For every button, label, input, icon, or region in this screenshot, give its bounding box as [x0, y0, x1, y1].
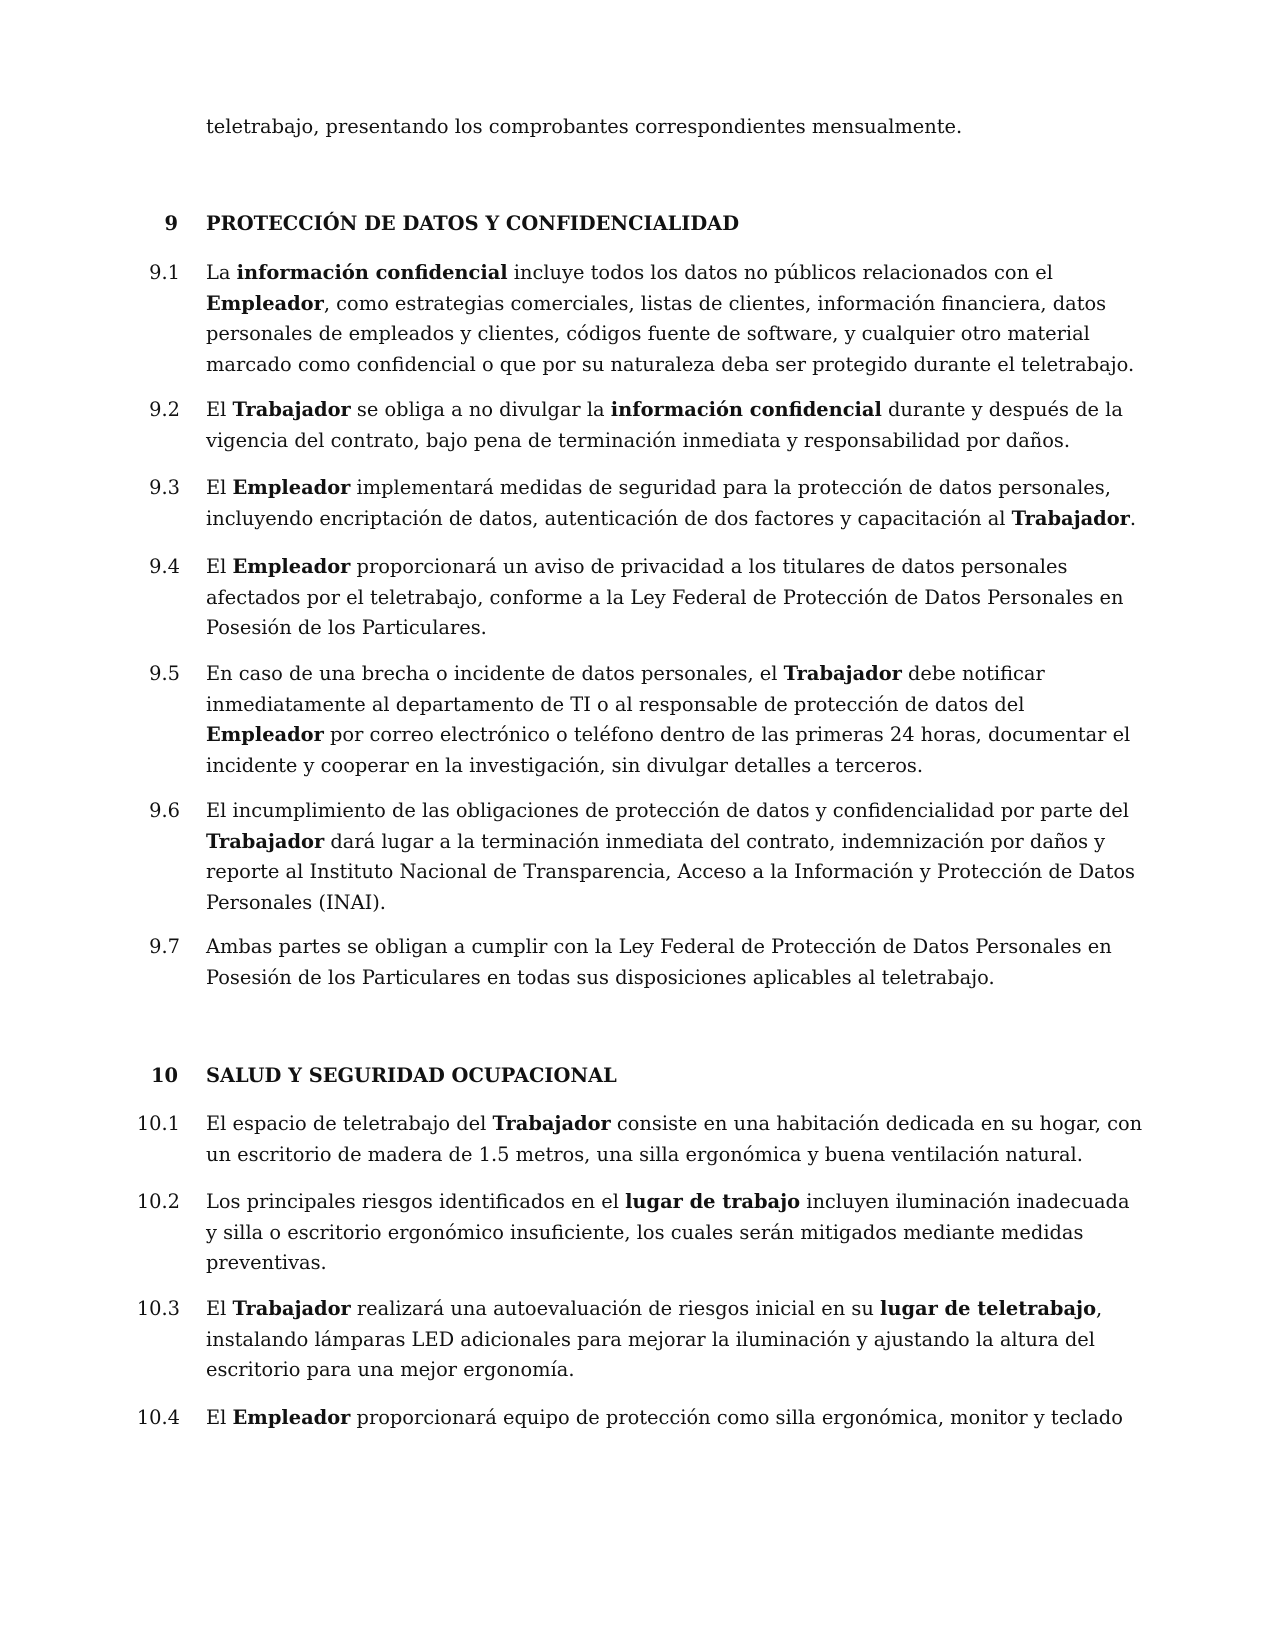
text-line — [206, 1403, 1131, 1434]
text-run: El — [206, 555, 233, 578]
defined-term: Trabajador — [232, 1297, 351, 1320]
clause-text — [206, 258, 1135, 380]
text-line — [206, 857, 1135, 888]
text-line — [206, 963, 1131, 994]
carryover-line: teletrabajo, presentando los comprobantes correspondientes mensualmente. — [206, 115, 963, 138]
text-run: El espacio de teletrabajo del — [206, 1112, 493, 1135]
clause-text — [206, 932, 1131, 993]
text-run: incidente y cooperar en la investigación, sin divulgar detalles a terceros. — [206, 753, 924, 777]
text-run: personales de empleados y clientes, códigos fuente de software, y cualquier otro material — [206, 322, 1090, 345]
clause-number: 10.1 — [136, 1112, 180, 1135]
defined-term: Trabajador — [232, 398, 351, 421]
text-line — [206, 426, 1131, 457]
clause-number: 9.3 — [149, 476, 180, 499]
text-run: un escritorio de madera de 1.5 metros, una silla ergonómica y buena ventilación natural. — [206, 1142, 1083, 1166]
clause-text — [206, 1403, 1131, 1434]
text-run: El — [206, 1297, 233, 1320]
text-line — [206, 552, 1131, 583]
text-run: proporcionará equipo de protección como silla ergonómica, monitor y teclado — [350, 1406, 1123, 1429]
text-run: Personales (INAI). — [206, 890, 386, 914]
clause-number: 9.1 — [149, 261, 180, 284]
defined-term: Trabajador — [206, 829, 325, 853]
defined-term: información confidencial — [610, 398, 882, 421]
clause-number: 10.4 — [136, 1406, 180, 1429]
text-run: realizará una autoevaluación de riesgos inicial en su — [350, 1297, 880, 1320]
text-line — [206, 395, 1131, 426]
text-run: El — [206, 476, 233, 499]
text-run: durante y después de la — [881, 398, 1123, 421]
text-run: debe notificar — [901, 662, 1045, 685]
text-run: proporcionará un aviso de privacidad a los titulares de datos personales — [350, 555, 1068, 578]
text-line — [206, 583, 1131, 614]
text-run: Posesión de los Particulares en todas sus disposiciones aplicables al teletrabajo. — [206, 965, 995, 989]
text-run: inmediatamente al departamento de TI o al responsable de protección de datos del — [206, 692, 1025, 716]
defined-term: información confidencial — [236, 261, 508, 284]
text-line — [206, 659, 1131, 690]
text-run: preventivas. — [206, 1251, 327, 1274]
text-run: , como estrategias comerciales, listas de clientes, información financiera, datos — [323, 291, 1107, 315]
text-run: vigencia del contrato, bajo pena de terminación inmediata y responsabilidad por daños. — [206, 428, 1071, 452]
defined-term: Trabajador — [492, 1112, 611, 1135]
text-run: escritorio para una mejor ergonomía. — [206, 1358, 575, 1381]
text-line — [206, 888, 1131, 919]
text-line — [206, 1109, 1143, 1140]
text-run: El — [206, 1406, 233, 1429]
defined-term: lugar de trabajo — [625, 1190, 801, 1213]
text-run: incluyen iluminación inadecuada — [800, 1190, 1130, 1213]
text-run: dará lugar a la terminación inmediata del contrato, indemnización por daños y — [324, 829, 1106, 853]
text-run: incluye todos los datos no públicos relacionados con el — [507, 261, 1053, 284]
section-number: 9 — [164, 212, 178, 235]
clause-text — [206, 395, 1131, 456]
text-line — [206, 473, 1131, 504]
text-run: marcado como confidencial o que por su naturaleza deba ser protegido durante el teletrabajo. — [206, 352, 1135, 376]
text-run: reporte al Instituto Nacional de Transparencia, Acceso a la Información y Protección de Datos — [206, 860, 1135, 883]
text-line — [206, 504, 1137, 535]
text-line — [206, 932, 1131, 963]
text-run: implementará medidas de seguridad para la protección de datos personales, — [350, 476, 1111, 499]
text-line — [206, 289, 1131, 320]
text-line — [206, 796, 1131, 827]
clause-number: 9.4 — [149, 555, 180, 578]
text-run: En caso de una brecha o incidente de datos personales, el — [206, 662, 784, 685]
text-line — [206, 1187, 1131, 1218]
text-line — [206, 1355, 1131, 1386]
clause-number: 10.2 — [136, 1190, 180, 1213]
clause-number: 9.5 — [149, 662, 180, 685]
section-title: SALUD Y SEGURIDAD OCUPACIONAL — [206, 1064, 617, 1087]
defined-term: Trabajador — [1011, 506, 1130, 530]
clause-text — [206, 473, 1137, 534]
clause-number: 9.2 — [149, 398, 180, 421]
clause-text — [206, 1294, 1131, 1386]
text-run: por correo electrónico o teléfono dentro de las primeras 24 horas, documentar el — [323, 723, 1131, 746]
defined-term: Trabajador — [783, 662, 902, 685]
clause-number: 10.3 — [136, 1297, 180, 1320]
text-run: instalando lámparas LED adicionales para mejorar la iluminación y ajustando la altura del — [206, 1327, 1095, 1351]
text-line — [206, 827, 1131, 858]
defined-term: lugar de teletrabajo — [880, 1297, 1097, 1320]
defined-term: Empleador — [232, 476, 351, 499]
text-line — [206, 319, 1131, 350]
text-run: Ambas partes se obligan a cumplir con la Ley Federal de Protección de Datos Personales en — [206, 935, 1112, 958]
clause-text — [206, 659, 1131, 781]
clause-text — [206, 1187, 1131, 1279]
text-run: incluyendo encriptación de datos, autenticación de dos factores y capacitación al — [206, 506, 1012, 530]
text-line — [206, 1218, 1131, 1249]
text-line — [206, 350, 1135, 381]
clause-text — [206, 796, 1135, 918]
text-run: . — [1129, 506, 1137, 530]
text-line — [206, 1248, 1131, 1279]
text-line — [206, 690, 1131, 721]
text-line — [206, 1325, 1131, 1356]
clause-text — [206, 552, 1131, 644]
text-run: afectados por el teletrabajo, conforme a la Ley Federal de Protección de Datos Personales en — [206, 585, 1124, 609]
section-title: PROTECCIÓN DE DATOS Y CONFIDENCIALIDAD — [206, 212, 740, 235]
defined-term: Empleador — [232, 1406, 351, 1429]
text-run: La — [206, 261, 237, 284]
section-number: 10 — [151, 1064, 178, 1087]
text-line — [206, 720, 1131, 751]
text-run: Posesión de los Particulares. — [206, 616, 487, 639]
clause-number: 9.7 — [149, 935, 180, 958]
text-run: y silla o escritorio ergonómico insuficiente, los cuales serán mitigados mediante medidas — [206, 1220, 1084, 1244]
text-line — [206, 613, 1131, 644]
text-line — [206, 1140, 1131, 1171]
text-line — [206, 751, 1131, 782]
text-run: consiste en una habitación dedicada en su hogar, con — [610, 1112, 1143, 1135]
clause-text — [206, 1109, 1143, 1170]
defined-term: Empleador — [206, 723, 324, 746]
text-run: Los principales riesgos identificados en el — [206, 1190, 626, 1213]
text-line — [206, 258, 1131, 289]
text-run: se obliga a no divulgar la — [350, 398, 611, 421]
text-run: El — [206, 398, 233, 421]
clause-number: 9.6 — [149, 799, 180, 822]
text-line — [206, 1294, 1131, 1325]
text-run: El incumplimiento de las obligaciones de protección de datos y confidencialidad por parte del — [206, 799, 1129, 822]
carryover-paragraph — [206, 112, 1131, 143]
defined-term: Empleador — [232, 555, 351, 578]
defined-term: Empleador — [206, 291, 324, 315]
text-run: , — [1096, 1297, 1103, 1320]
